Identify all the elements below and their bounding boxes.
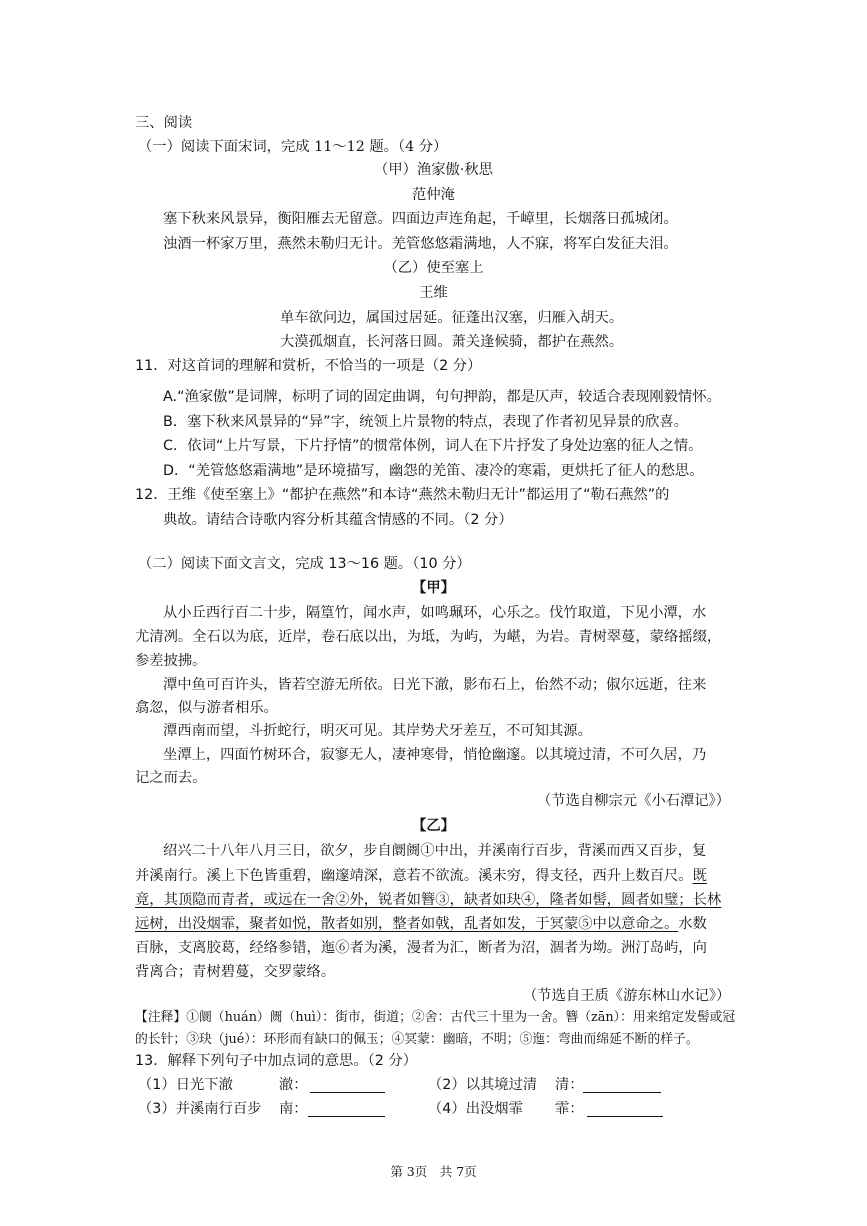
- poem-jia-line: 浊酒一杯家万里，燕然未勒归无计。羌管悠悠霜满地，人不寐，将军白发征夫泪。: [163, 236, 678, 252]
- poem-jia-title: （甲）渔家傲·秋思: [374, 162, 493, 178]
- poem-yi-line: 大漠孤烟直，长河落日圆。萧关逢候骑，都护在燕然。: [280, 334, 624, 350]
- page-number: 第 3页 共 7页: [390, 1164, 477, 1179]
- question-13-item-label: 澈：: [279, 1077, 308, 1093]
- question-13-item: （3）并溪南行百步: [138, 1101, 262, 1117]
- passage-yi-source: （节选自王质《游东林山水记》）: [523, 988, 731, 1004]
- question-13-item-label: 霏：: [555, 1101, 584, 1117]
- question-12-line: 12．王维《使至塞上》“都护在燕然”和本诗“燕然未勒归无计”都运用了“勒石燕然”的: [135, 487, 670, 503]
- passage-yi-line: [135, 866, 707, 886]
- question-13-item: （1）日光下澈: [138, 1077, 233, 1093]
- passage-jia-source: （节选自柳宗元《小石潭记》）: [537, 793, 731, 809]
- question-13-stem: 13．解释下列句子中加点词的意思。（2 分）: [135, 1053, 418, 1069]
- part2-instruction: （二）阅读下面文言文，完成 13～16 题。（10 分）: [138, 556, 471, 572]
- question-13-item-label: 清：: [555, 1077, 584, 1093]
- answer-blank[interactable]: [587, 1116, 663, 1117]
- passage-yi-line: 背离合；青树碧蔓，交罗蒙络。: [135, 964, 336, 980]
- passage-jia-line: 从小丘西行百二十步，隔篁竹，闻水声，如鸣珮环，心乐之。伐竹取道，下见小潭，水: [163, 605, 707, 621]
- passage-yi-header: 【乙】: [412, 818, 455, 834]
- poem-yi-author: 王维: [419, 285, 448, 301]
- poem-jia-line: 塞下秋来风景异，衡阳雁去无留意。四面边声连角起，千嶂里，长烟落日孤城闭。: [163, 211, 678, 227]
- underlined-text: 既: [692, 868, 707, 884]
- underlined-passage-line: 竟，其顶隐而青者，或远在一舍②外，锐者如簪③，缺者如玦④，隆者如髻，圆者如璧；长林: [135, 892, 722, 908]
- passage-jia-header: 【甲】: [412, 580, 455, 596]
- passage-jia-line: 潭西南而望，斗折蛇行，明灭可见。其岸势犬牙差互，不可知其源。: [163, 723, 592, 739]
- answer-blank[interactable]: [310, 1092, 385, 1093]
- passage-jia-line: 潭中鱼可百许头，皆若空游无所依。日光下澈，影布石上，佁然不动；俶尔远逝，往来: [163, 677, 707, 693]
- answer-blank[interactable]: [583, 1092, 661, 1093]
- question-11-stem: 11．对这首词的理解和赏析，不恰当的一项是（2 分）: [135, 358, 482, 374]
- passage-yi-text: 并溪南行。溪上下色皆重碧，幽邃靖深，意若不欲流。溪未穷，得支径，西升上数百尺。: [135, 868, 693, 884]
- question-13-item: （4）出没烟霏: [428, 1101, 523, 1117]
- question-11-option-c: C．依词“上片写景，下片抒情”的惯常体例，词人在下片抒发了身处边塞的征人之情。: [163, 438, 703, 454]
- passage-yi-text: 水数: [678, 916, 707, 932]
- question-11-option-d: D．“羌管悠悠霜满地”是环境描写，幽怨的羌笛、凄冷的寒霜，更烘托了征人的愁思。: [163, 463, 704, 479]
- question-13-item: （2）以其境过清: [428, 1077, 538, 1093]
- question-11-option-b: B．塞下秋来风景异的“异”字，统领上片景物的特点，表现了作者初见异景的欣喜。: [163, 414, 689, 430]
- passage-jia-line: 坐潭上，四面竹树环合，寂寥无人，凄神寒骨，悄怆幽邃。以其境过清，不可久居，乃: [163, 747, 707, 763]
- passage-jia-line: 尤清冽。全石以为底，近岸，卷石底以出，为坻，为屿，为嵁，为岩。青树翠蔓，蒙络摇缀，: [135, 629, 722, 645]
- passage-yi-line: 百脉，支离胶葛，经络参错，迤⑥者为溪，漫者为汇，断者为沼，涸者为坳。洲汀岛屿，向: [135, 940, 707, 956]
- section-title: 三、阅读: [135, 115, 193, 131]
- passage-jia-line: 参差披拂。: [135, 653, 207, 669]
- passage-jia-line: 翕忽，似与游者相乐。: [135, 700, 278, 716]
- question-11-option-a: A.“渔家傲”是词牌，标明了词的固定曲调，句句押韵，都是仄声，较适合表现刚毅情怀。: [163, 389, 721, 405]
- poem-yi-title: （乙）使至塞上: [383, 260, 484, 276]
- annotation-line: 【注释】①阛（huán）阓（huì）：街市，街道；②舍：古代三十里为一舍。簪（zān）：用来绾定发髻或冠: [135, 1010, 736, 1025]
- part1-instruction: （一）阅读下面宋词，完成 11～12 题。（4 分）: [138, 139, 448, 155]
- annotation-line: 的长针；③玦（jué）：环形而有缺口的佩玉；④冥蒙：幽暗，不明；⑤迤：弯曲而绵延不断的样子。: [135, 1032, 699, 1047]
- passage-yi-line: [135, 914, 707, 934]
- answer-blank[interactable]: [308, 1116, 385, 1117]
- passage-yi-line: 绍兴二十八年八月三日，欲夕，步自阛阓①中出，并溪南行百步，背溪而西又百步，复: [163, 843, 707, 859]
- passage-jia-line: 记之而去。: [135, 770, 207, 786]
- question-13-item-label: 南：: [279, 1101, 308, 1117]
- poem-jia-author: 范仲淹: [412, 187, 455, 203]
- question-12-line: 典故。请结合诗歌内容分析其蕴含情感的不同。（2 分）: [163, 512, 513, 528]
- underlined-text: 远树，出没烟霏，聚者如悦，散者如别，整者如戟，乱者如发，于冥蒙⑤中以意命之。: [135, 916, 679, 932]
- poem-yi-line: 单车欲问边，属国过居延。征蓬出汉塞，归雁入胡天。: [280, 310, 624, 326]
